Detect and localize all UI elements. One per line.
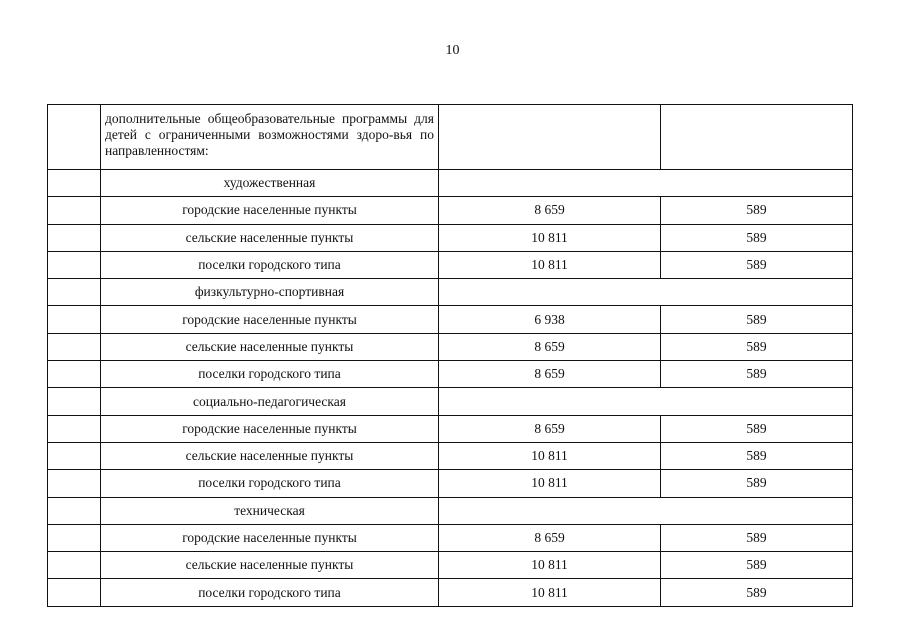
tariff-table (47, 104, 853, 607)
category-label: социально-педагогическая (101, 388, 439, 415)
value-cell-empty (439, 105, 661, 170)
table-row (48, 442, 853, 469)
category-label: физкультурно-спортивная (101, 279, 439, 306)
value-1-cell: 8 659 (439, 197, 661, 224)
intro-text: дополнительные общеобразовательные программы для детей с ограниченными возможностями здоро-вья по направленностям: (101, 105, 439, 170)
settlement-type-label: поселки городского типа (101, 251, 439, 278)
number-cell (48, 251, 101, 278)
settlement-type-label: сельские населенные пункты (101, 442, 439, 469)
settlement-type-label: сельские населенные пункты (101, 552, 439, 579)
table-row (48, 415, 853, 442)
number-cell (48, 524, 101, 551)
value-2-cell: 589 (661, 251, 853, 278)
table-row (48, 524, 853, 551)
table-row (48, 552, 853, 579)
settlement-type-label: поселки городского типа (101, 361, 439, 388)
number-cell (48, 306, 101, 333)
category-value-cell (439, 388, 853, 415)
value-2-cell: 589 (661, 579, 853, 606)
table-row (48, 197, 853, 224)
number-cell (48, 497, 101, 524)
value-1-cell: 10 811 (439, 470, 661, 497)
table-row (48, 251, 853, 278)
category-label: художественная (101, 170, 439, 197)
table-row (48, 579, 853, 606)
category-label: техническая (101, 497, 439, 524)
value-1-cell: 8 659 (439, 361, 661, 388)
value-2-cell: 589 (661, 415, 853, 442)
value-2-cell: 589 (661, 470, 853, 497)
settlement-type-label: городские населенные пункты (101, 415, 439, 442)
value-2-cell: 589 (661, 333, 853, 360)
value-1-cell: 8 659 (439, 524, 661, 551)
settlement-type-label: городские населенные пункты (101, 306, 439, 333)
table-body (48, 105, 853, 607)
number-cell (48, 579, 101, 606)
category-row (48, 279, 853, 306)
table-row (48, 306, 853, 333)
value-2-cell: 589 (661, 224, 853, 251)
value-2-cell: 589 (661, 524, 853, 551)
number-cell (48, 197, 101, 224)
value-2-cell: 589 (661, 306, 853, 333)
table-row (48, 361, 853, 388)
value-2-cell: 589 (661, 442, 853, 469)
settlement-type-label: поселки городского типа (101, 579, 439, 606)
value-1-cell: 10 811 (439, 552, 661, 579)
number-cell (48, 224, 101, 251)
number-cell (48, 279, 101, 306)
category-row (48, 388, 853, 415)
value-1-cell: 10 811 (439, 442, 661, 469)
number-cell (48, 170, 101, 197)
category-value-cell (439, 170, 853, 197)
value-1-cell: 10 811 (439, 579, 661, 606)
settlement-type-label: поселки городского типа (101, 470, 439, 497)
number-cell (48, 470, 101, 497)
value-2-cell: 589 (661, 552, 853, 579)
settlement-type-label: сельские населенные пункты (101, 333, 439, 360)
settlement-type-label: городские населенные пункты (101, 197, 439, 224)
value-2-cell: 589 (661, 197, 853, 224)
number-cell (48, 415, 101, 442)
number-cell (48, 361, 101, 388)
number-cell (48, 333, 101, 360)
table-row (48, 470, 853, 497)
value-1-cell: 10 811 (439, 251, 661, 278)
value-cell-empty (661, 105, 853, 170)
settlement-type-label: городские населенные пункты (101, 524, 439, 551)
value-1-cell: 8 659 (439, 415, 661, 442)
settlement-type-label: сельские населенные пункты (101, 224, 439, 251)
category-row (48, 170, 853, 197)
page-number: 10 (445, 43, 460, 58)
value-1-cell: 6 938 (439, 306, 661, 333)
number-cell (48, 105, 101, 170)
table-row (48, 333, 853, 360)
table-intro-row (48, 105, 853, 170)
category-value-cell (439, 279, 853, 306)
number-cell (48, 552, 101, 579)
value-1-cell: 8 659 (439, 333, 661, 360)
category-row (48, 497, 853, 524)
value-1-cell: 10 811 (439, 224, 661, 251)
number-cell (48, 388, 101, 415)
table-row (48, 224, 853, 251)
number-cell (48, 442, 101, 469)
category-value-cell (439, 497, 853, 524)
value-2-cell: 589 (661, 361, 853, 388)
